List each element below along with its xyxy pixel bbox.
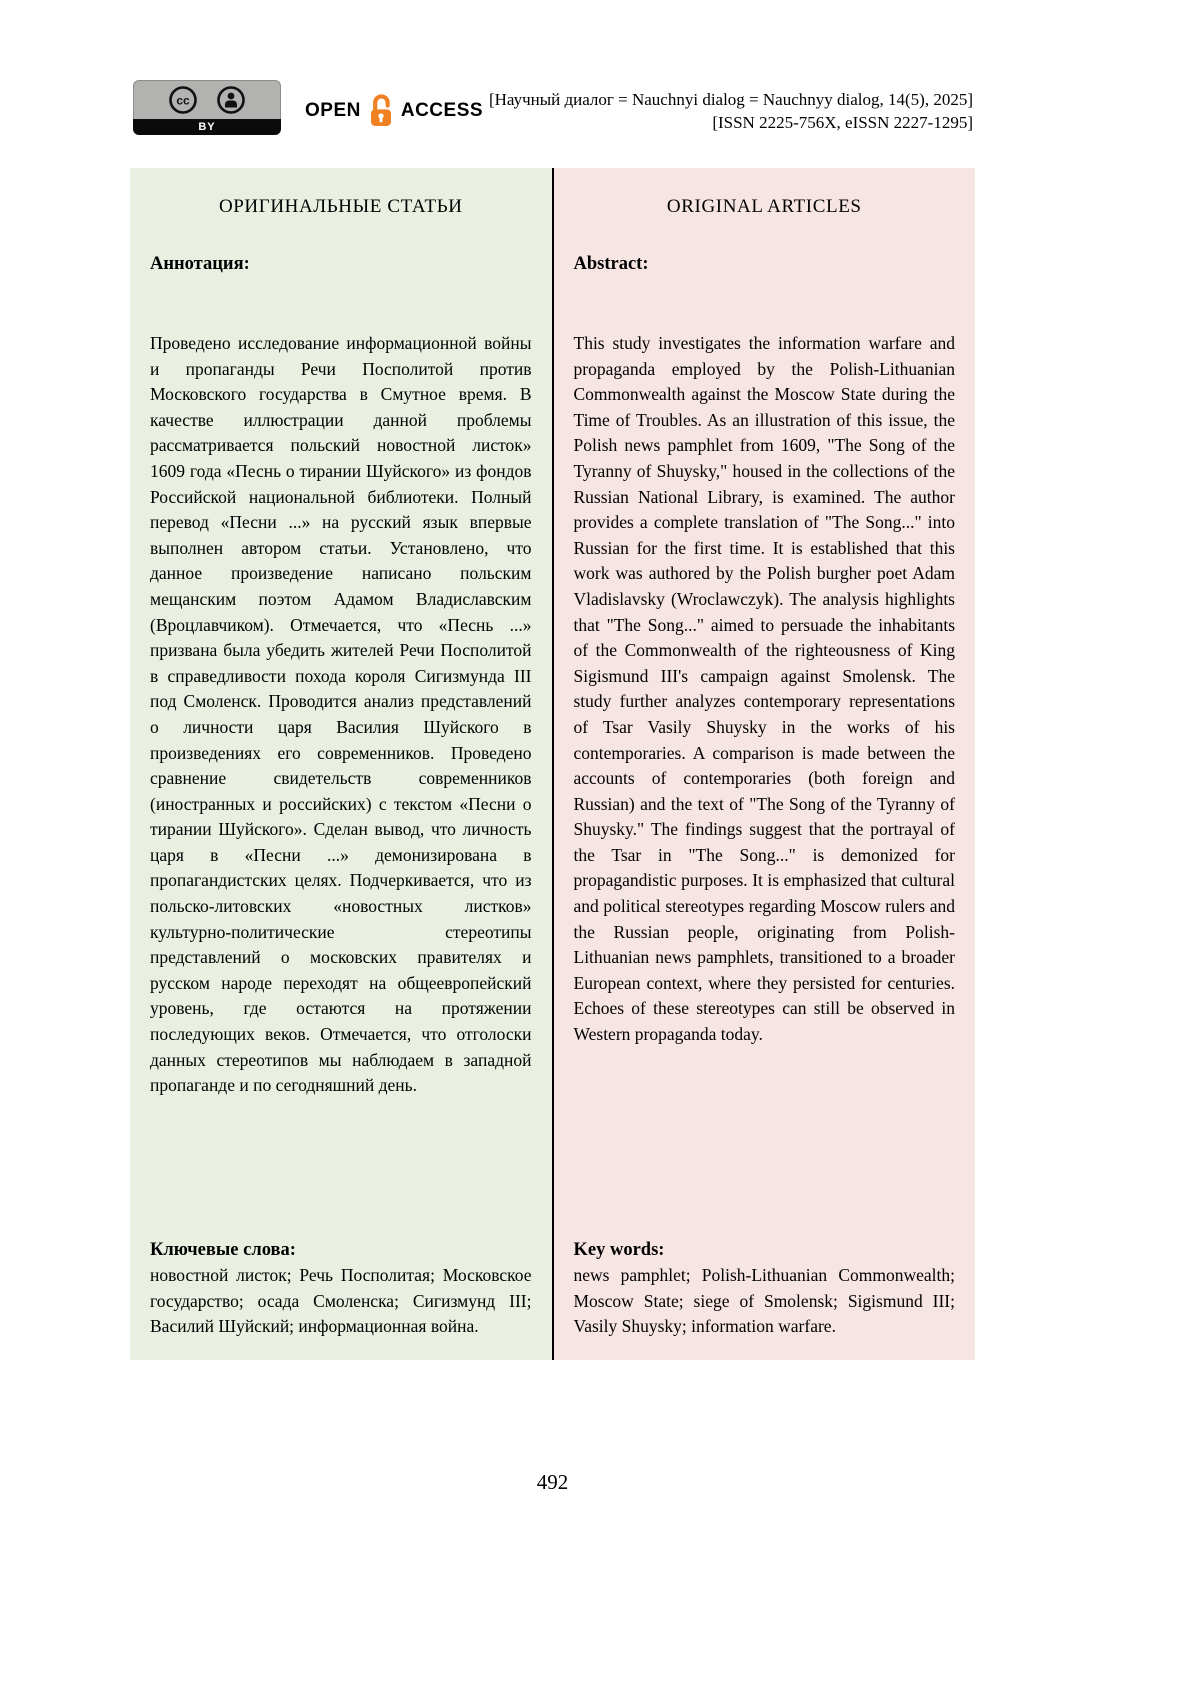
russian-abstract-column [130, 168, 552, 1360]
open-access-access-label: ACCESS [400, 99, 484, 121]
english-abstract-label: Abstract: [573, 254, 649, 274]
english-abstract-text: This study investigates the information warfare and propaganda employed by the Polish-Lithuanian Commonwealth against the Moscow State during the Time of Troubles. As an illustration of this issue, the Polish news pamphlet from 1609, "The Song of the Tyranny of Shuysky," housed in the collections of the Russian National Library, is examined. The author provides a complete translation of "The Song..." into Russian for the first time. It is established that this work was authored by the Polish burgher poet Adam Vladislavsky (Wroclawczyk). The analysis highlights that "The Song..." aimed to persuade the inhabitants of the Commonwealth of the righteousness of King Sigismund III's campaign against Smolensk. The study further analyzes contemporary representations of Tsar Vasily Shuysky in the works of his contemporaries. A comparison is made between the accounts of contemporaries (both foreign and Russian) and the text of "The Song of the Tyranny of Shuysky." The findings suggest that the portrayal of the Tsar in "The Song..." is demonized for propagandistic purposes. It is emphasized that cultural and political stereotypes regarding Moscow rulers and the Russian people, originating from Polish-Lithuanian news pamphlets, transitioned to a broader European context, where they persisted for centuries. Echoes of these stereotypes can still be observed in Western propaganda today. [573, 333, 955, 1045]
russian-keywords-text: новостной листок; Речь Посполитая; Московское государство; осада Смоленска; Сигизмунд III; Василий Шуйский; информационная война. [150, 1265, 532, 1337]
svg-text:cc: cc [176, 93, 190, 108]
page-footer [130, 1470, 975, 1495]
cc-icon [168, 85, 198, 115]
russian-keywords-label: Ключевые слова: [150, 1240, 296, 1261]
page-header [133, 80, 973, 135]
english-abstract-column [554, 168, 976, 1360]
cc-by-badge [133, 80, 281, 135]
cc-badge-top [133, 80, 281, 119]
cc-by-label: BY [133, 119, 281, 135]
english-section-heading: ORIGINAL ARTICLES [666, 196, 862, 217]
english-keywords-text: news pamphlet; Polish-Lithuanian Commonwealth; Moscow State; siege of Smolensk; Sigismund III; Vasily Shuysky; information warfare. [573, 1265, 955, 1337]
russian-section-heading: ОРИГИНАЛЬНЫЕ СТАТЬИ [218, 196, 463, 217]
english-keywords-group [574, 1200, 956, 1340]
russian-keywords-group [150, 1200, 532, 1340]
russian-abstract-text: Проведено исследование информационной войны и пропаганды Речи Посполитой против Московского государства в Смутное время. В качестве иллюстрации данной проблемы рассматривается польский новостной листок» 1609 года «Песнь о тирании Шуйского» из фондов Российской национальной библиотеки. Полный перевод «Песни ...» на русский язык впервые выполнен автором статьи. Установлено, что данное произведение написано польским мещанским поэтом Адамом Владиславским (Вроцлавчиком). Отмечается, что «Песнь ...» призвана была убедить жителей Речи Посполитой в справедливости похода короля Сигизмунда III под Смоленск. Проводится анализ представлений о личности царя Василия Шуйского в произведениях его современников. Проведено сравнение свидетельств современников (иностранных и российских) с текстом «Песни о тирании Шуйского». Сделан вывод, что личность царя в «Песни ...» демонизирована в пропагандистских целях. Подчеркивается, что из польско-литовских «новостных листков» культурно-политические стереотипы представлений о московских правителях и русском народе переходят на общеевропейский уровень, где остаются на протяжении последующих веков. Отмечается, что отголоски данных стереотипов мы наблюдаем в западной пропаганде и по сегодняшний день. [150, 333, 532, 1096]
journal-header-text [489, 80, 973, 134]
open-access-logo [305, 86, 483, 130]
issn-line: [ISSN 2225-756X, eISSN 2227-1295] [712, 113, 973, 132]
open-access-open-label: OPEN [305, 99, 361, 121]
russian-abstract-label: Аннотация: [150, 254, 250, 274]
journal-title-line: [Научный диалог = Nauchnyi dialog = Nauchnyy dialog, 14(5), 2025] [488, 90, 973, 109]
english-keywords-label: Key words: [573, 1240, 665, 1261]
page-number: 492 [536, 1470, 569, 1494]
abstract-two-column-block [130, 168, 975, 1360]
badge-group [133, 80, 483, 135]
person-icon [216, 85, 246, 115]
open-lock-icon [366, 92, 396, 130]
